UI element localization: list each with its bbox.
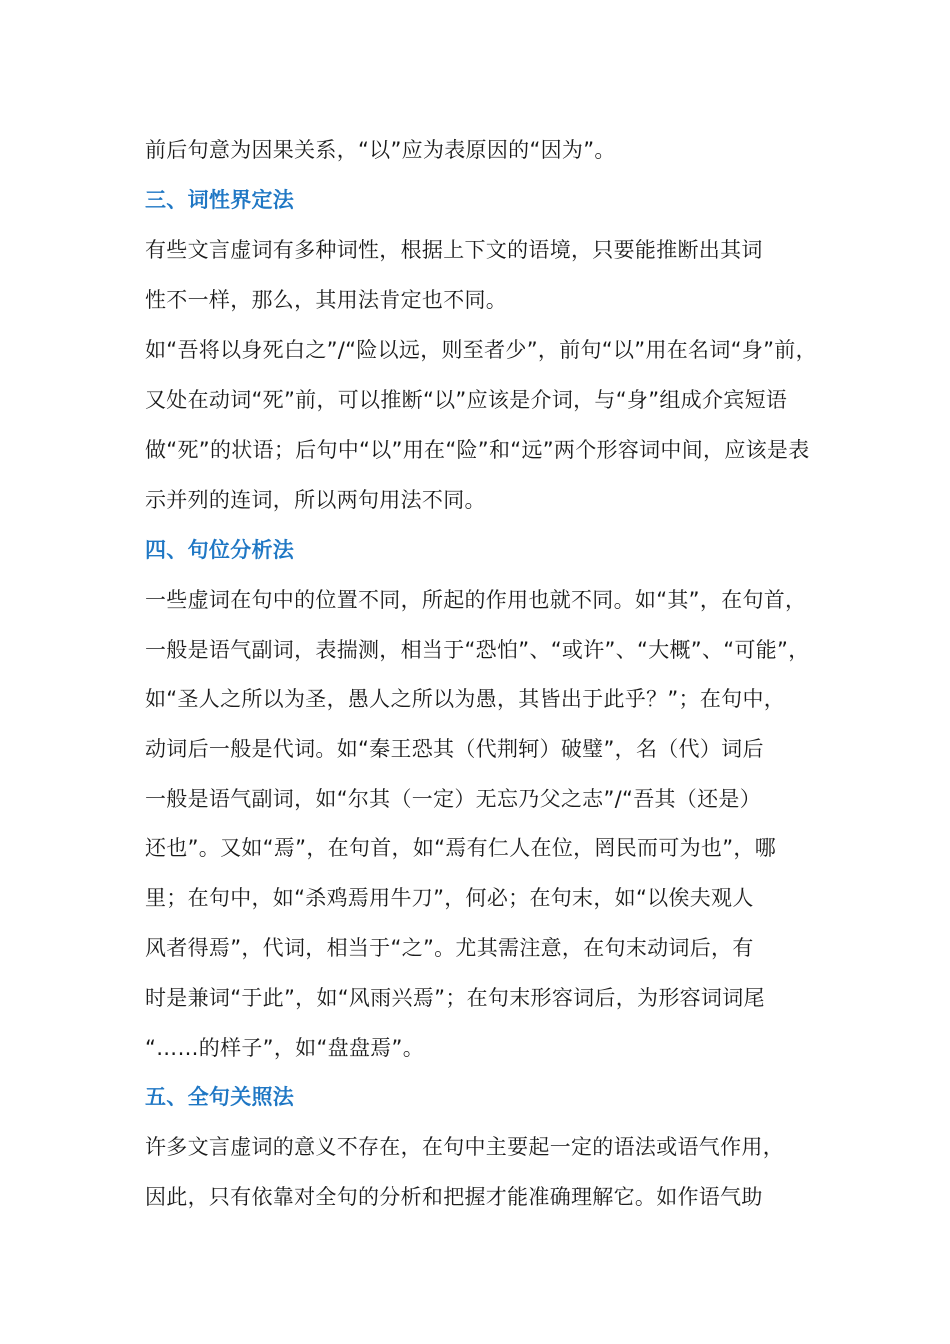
paragraph-line: 一些虚词在句中的位置不同，所起的作用也就不同。如“其”，在句首， bbox=[145, 588, 807, 612]
paragraph-line: 还也”。又如“焉”，在句首，如“焉有仁人在位，罔民而可为也”，哪 bbox=[145, 836, 776, 860]
paragraph-line: 风者得焉”，代词，相当于“之”。尤其需注意，在句末动词后，有 bbox=[145, 936, 754, 960]
paragraph-line: 如“圣人之所以为圣，愚人之所以为愚，其皆出于此乎？”；在句中， bbox=[145, 687, 786, 711]
paragraph-line: 动词后一般是代词。如“秦王恐其（代荆轲）破璧”，名（代）词后 bbox=[145, 737, 764, 761]
section-heading: 四、句位分析法 bbox=[145, 538, 295, 562]
paragraph-line: 时是兼词“于此”，如“风雨兴焉”；在句末形容词后，为形容词词尾 bbox=[145, 986, 765, 1010]
paragraph-line: 一般是语气副词，如“尔其（一定）无忘乃父之志”/“吾其（还是） bbox=[145, 787, 762, 811]
paragraph-line: 示并列的连词，所以两句用法不同。 bbox=[145, 488, 486, 512]
paragraph-line: 有些文言虚词有多种词性，根据上下文的语境，只要能推断出其词 bbox=[145, 238, 763, 262]
paragraph-line: 如“吾将以身死白之”/“险以远，则至者少”，前句“以”用在名词“身”前， bbox=[145, 338, 817, 362]
paragraph-line: 性不一样，那么，其用法肯定也不同。 bbox=[145, 288, 508, 312]
paragraph-line: 里；在句中，如“杀鸡焉用牛刀”，何必；在句末，如“以俟夫观人 bbox=[145, 886, 754, 910]
paragraph-line: “……的样子”，如“盘盘焉”。 bbox=[145, 1036, 425, 1060]
paragraph-line: 做“死”的状语；后句中“以”用在“险”和“远”两个形容词中间，应该是表 bbox=[145, 438, 810, 462]
paragraph-line: 前后句意为因果关系，“以”应为表原因的“因为”。 bbox=[145, 138, 616, 162]
section-heading: 五、全句关照法 bbox=[145, 1085, 295, 1109]
paragraph-line: 因此，只有依靠对全句的分析和把握才能准确理解它。如作语气助 bbox=[145, 1185, 763, 1209]
paragraph-line: 许多文言虚词的意义不存在，在句中主要起一定的语法或语气作用， bbox=[145, 1135, 784, 1159]
paragraph-line: 一般是语气副词，表揣测，相当于“恐怕”、“或许”、“大概”、“可能”， bbox=[145, 638, 810, 662]
paragraph-line: 又处在动词“死”前，可以推断“以”应该是介词，与“身”组成介宾短语 bbox=[145, 388, 788, 412]
section-heading: 三、词性界定法 bbox=[145, 188, 295, 212]
